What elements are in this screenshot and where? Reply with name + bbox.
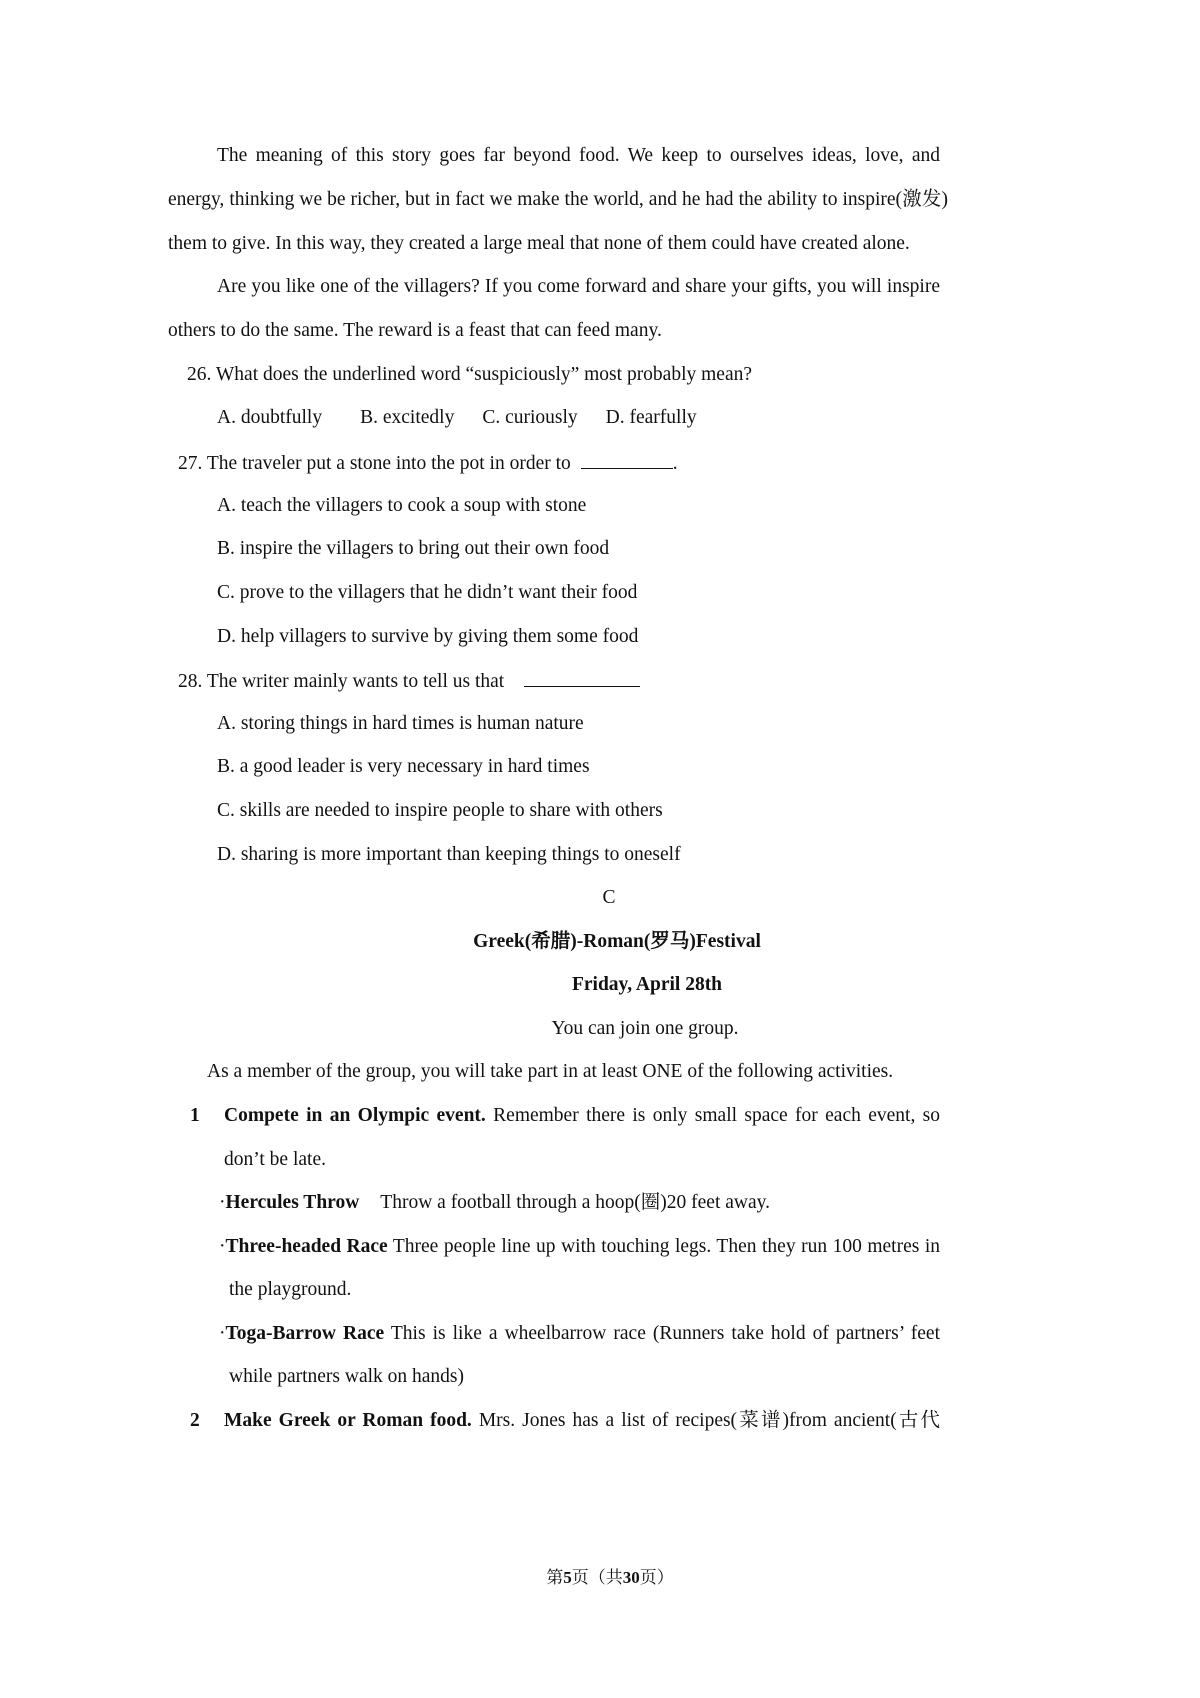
event-description: This is like a wheelbarrow race (Runners take hold of partners’ feet [390,1323,940,1344]
event-name: Three-headed Race [225,1236,388,1257]
question-28-stem-line [178,668,640,694]
section-title: Greek(希腊)-Roman(罗马)Festival [473,931,761,952]
question-26-option-d: D. fearfully [605,407,697,428]
event-three-headed-race [219,1235,940,1259]
bullet: · [219,1323,226,1344]
story-paragraph1-line2: energy, thinking we be richer, but in fact we make the world, and he had the ability to inspire(激发) [168,189,948,210]
footer-prefix: 第 [546,1568,564,1587]
item-2-number: 2 [190,1410,200,1431]
item-1-number: 1 [190,1105,200,1126]
question-27-option-a: A. teach the villagers to cook a soup with stone [217,495,587,516]
section-date: Friday, April 28th [571,974,723,995]
story-paragraph1-line1: The meaning of this story goes far beyond food. We keep to ourselves ideas, love, and [217,145,940,166]
question-26-option-a: A. doubtfully [217,407,323,428]
item-1-text: Remember there is only small space for each event, so [493,1105,941,1126]
question-28-option-d: D. sharing is more important than keeping things to oneself [217,844,681,865]
question-27-end: . [672,453,678,474]
event-hercules-throw [219,1191,770,1215]
item-2-heading: Make Greek or Roman food. [224,1410,472,1431]
footer-page-number: 5 [563,1568,572,1587]
section-letter: C [602,887,616,908]
bullet: · [219,1236,226,1257]
section-intro-2: As a member of the group, you will take part in at least ONE of the following activities. [207,1061,894,1082]
event-name: Hercules Throw [225,1192,360,1213]
item-1-line1 [224,1104,940,1128]
story-paragraph2-line1: Are you like one of the villagers? If you come forward and share your gifts, you will inspire [217,276,940,297]
footer-mid: 页（共 [571,1568,623,1587]
question-28-option-a: A. storing things in hard times is human nature [217,713,584,734]
answer-blank [524,668,640,687]
bullet: · [219,1192,226,1213]
section-intro-1: You can join one group. [551,1018,739,1039]
footer-total-pages: 30 [622,1568,640,1587]
question-28-option-c: C. skills are needed to inspire people to share with others [217,800,663,821]
event-three-headed-race-line2: the playground. [229,1279,352,1300]
question-26-options [217,406,697,430]
item-2-line1 [224,1409,940,1433]
question-27-option-b: B. inspire the villagers to bring out their own food [217,538,610,559]
item-1-heading: Compete in an Olympic event. [224,1105,486,1126]
item-1-line2: don’t be late. [224,1149,326,1170]
page-footer [0,1563,1200,1588]
story-paragraph1-line3: them to give. In this way, they created a large meal that none of them could have created alone. [168,233,910,254]
question-28-option-b: B. a good leader is very necessary in hard times [217,756,590,777]
event-toga-barrow-race [219,1322,940,1346]
footer-suffix: 页） [639,1568,674,1587]
question-27-option-c: C. prove to the villagers that he didn’t want their food [217,582,638,603]
question-27-option-d: D. help villagers to survive by giving them some food [217,626,639,647]
question-28-stem: 28. The writer mainly wants to tell us that [178,671,505,692]
event-description: Throw a football through a hoop(圈)20 feet away. [380,1192,770,1213]
event-description: Three people line up with touching legs. Then they run 100 metres in [392,1236,940,1257]
answer-blank [581,450,673,469]
question-26-stem: 26. What does the underlined word “suspiciously” most probably mean? [187,364,753,385]
event-name: Toga-Barrow Race [225,1323,385,1344]
question-26-option-b: B. excitedly [360,407,455,428]
story-paragraph2-line2: others to do the same. The reward is a feast that can feed many. [168,320,662,341]
question-26-option-c: C. curiously [482,407,578,428]
event-toga-barrow-race-line2: while partners walk on hands) [229,1366,465,1387]
item-2-text: Mrs. Jones has a list of recipes(菜谱)from ancient(古代 [478,1410,941,1431]
question-27-stem: 27. The traveler put a stone into the pot in order to [178,453,571,474]
question-27-stem-line [178,450,678,476]
